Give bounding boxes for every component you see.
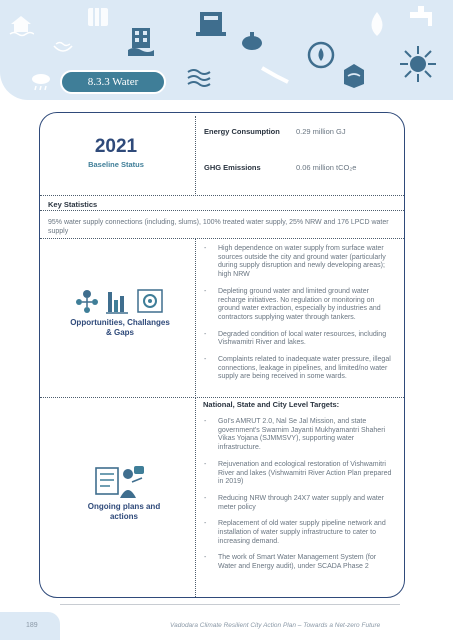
pipeline-icon (260, 64, 290, 86)
opportunities-challenges-icon (74, 286, 166, 316)
divider (40, 195, 404, 196)
energy-consumption-label: Energy Consumption (204, 127, 280, 136)
ghg-emissions-value: 0.06 million tCO₂e (296, 163, 357, 172)
ongoing-plans-label: Ongoing plans and actions (87, 502, 161, 521)
divider (40, 238, 404, 239)
list-item: - GoI's AMRUT 2.0, Nal Se Jal Mission, and state government's Swarnim Jayanti Mukhyamantri Shaheri Vikas Yojana (SJMMSVY), supporting water infrastructure. (204, 418, 396, 453)
targets-title: National, State and City Level Targets: (203, 400, 340, 409)
footer-rule (60, 604, 400, 605)
list-item: - Complaints related to inadequate water pressure, illegal connections, leakage in pipelines, and limited/no water supply are being received in some wards. (204, 356, 396, 382)
key-statistics-title: Key Statistics (48, 200, 98, 209)
baseline-year: 2021 (94, 136, 138, 157)
list-item: - Reducing NRW through 24X7 water supply and water meter policy (204, 495, 396, 512)
footer-text: Vadodara Climate Resilient City Action Plan – Towards a Net-zero Future (170, 622, 381, 629)
faucet-icon (406, 4, 436, 32)
distribution-network-icon (398, 44, 438, 84)
list-item: - Rejuvenation and ecological restoration of Vishwamitri River and lakes (Vishwamitri River Action Plan prepared in 2019) (204, 461, 396, 487)
river-fish-icon (186, 66, 212, 90)
divider (195, 238, 196, 398)
flood-building-icon (128, 26, 154, 56)
water-house-icon (8, 12, 34, 38)
rain-cloud-icon (30, 72, 52, 92)
wave-bowl-icon (52, 38, 74, 56)
list-item: - High dependence on water supply from surface water sources outside the city and ground water (particularly during supply disruption and newly developing areas); high NRW (204, 245, 396, 280)
divider (195, 116, 196, 194)
water-tank-icon (196, 10, 226, 38)
list-item: - Degraded condition of local water resources, including Vishwamitri River and lakes. (204, 331, 396, 348)
ongoing-plans-list (204, 418, 396, 572)
planning-presentation-icon (94, 464, 146, 500)
ghg-emissions-label: GHG Emissions (204, 163, 261, 172)
pump-icon (240, 30, 264, 52)
divider (40, 210, 404, 211)
divider (195, 397, 196, 597)
key-statistics-text: 95% water supply connections (including, slums), 100% treated water supply, 25% NRW and 176 LPCD water supply (48, 219, 389, 235)
section-title: 8.3.3 Water (60, 70, 166, 94)
list-item: - The work of Smart Water Management System (for Water and Energy audit), under SCADA Phase 2 (204, 554, 396, 571)
baseline-label: Baseline Status (88, 160, 144, 169)
page-number: 189 (26, 622, 38, 629)
water-drop-icon (364, 10, 390, 40)
list-item: - Replacement of old water supply pipeline network and installation of water supply infrastructure to cater to increasing demand. (204, 520, 396, 546)
divider (40, 397, 404, 398)
energy-consumption-value: 0.29 million GJ (296, 127, 346, 136)
water-box-icon (340, 60, 368, 90)
recycle-water-icon (306, 40, 336, 70)
opportunities-label: Opportunities, Challanges & Gaps (70, 318, 170, 337)
pipes-icon (86, 4, 110, 28)
opportunities-list (204, 245, 396, 382)
list-item: - Depleting ground water and limited ground water recharge initiatives. No regulation or monitoring on ground water extraction, especially by industries and contractors supplying water through tankers. (204, 288, 396, 323)
